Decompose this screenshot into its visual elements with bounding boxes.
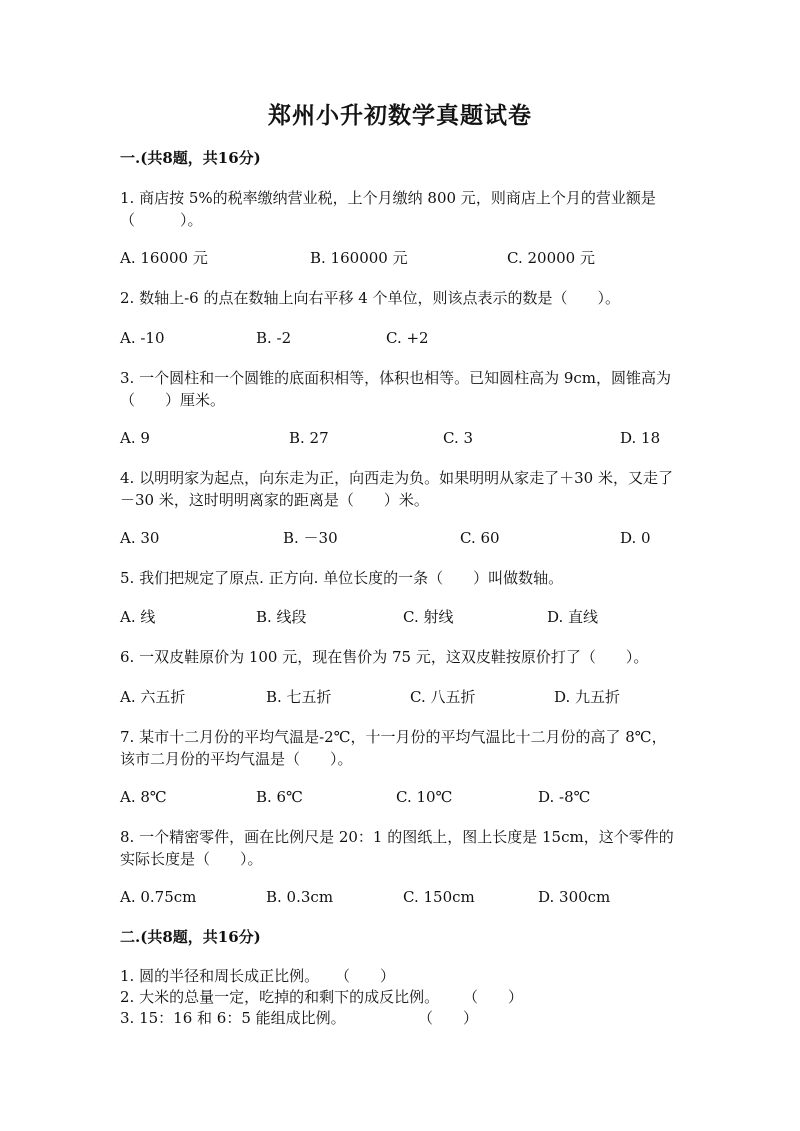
question-1-option-b: B. 160000 元	[310, 249, 408, 267]
judgement-item-2-answer-blank: （ ）	[463, 988, 524, 1006]
question-4-option-b: B. －30	[283, 529, 338, 547]
question-7-option-c: C. 10℃	[396, 788, 453, 806]
question-3-options	[120, 427, 680, 449]
question-3-text: 3. 一个圆柱和一个圆锥的底面积相等，体积也相等。已知圆柱高为 9cm，圆锥高为（ ）厘米。	[120, 369, 672, 409]
question-1-text: 1. 商店按 5%的税率缴纳营业税，上个月缴纳 800 元，则商店上个月的营业额是（ ）。	[120, 189, 656, 229]
question-3-option-a: A. 9	[120, 429, 150, 447]
judgement-item-3-text: 3. 15：16 和 6：5 能组成比例。	[120, 1009, 346, 1027]
judgement-item-3	[120, 1008, 680, 1029]
question-2-option-a: A. -10	[120, 329, 165, 347]
question-8-option-c: C. 150cm	[403, 888, 475, 906]
question-8-option-b: B. 0.3cm	[266, 888, 334, 906]
question-8-option-a: A. 0.75cm	[120, 888, 197, 906]
question-3-option-d: D. 18	[620, 429, 661, 447]
judgement-item-2-text: 2. 大米的总量一定，吃掉的和剩下的成反比例。	[120, 988, 440, 1006]
question-2-options	[120, 327, 680, 349]
judgement-item-1-text: 1. 圆的半径和周长成正比例。	[120, 967, 320, 985]
question-7-options	[120, 786, 680, 808]
question-2-text: 2. 数轴上-6 的点在数轴上向右平移 4 个单位，则该点表示的数是（ ）。	[120, 289, 621, 307]
question-2-option-c: C. +2	[386, 329, 429, 347]
question-1-options	[120, 247, 680, 269]
question-4-option-d: D. 0	[620, 529, 651, 547]
question-5-option-d: D. 直线	[547, 608, 599, 626]
question-2-option-b: B. -2	[256, 329, 292, 347]
question-5-options	[120, 606, 680, 628]
judgement-item-3-answer-blank: （ ）	[418, 1009, 479, 1027]
question-5-option-a: A. 线	[120, 608, 156, 626]
question-4-option-c: C. 60	[460, 529, 500, 547]
question-7-option-d: D. -8℃	[538, 788, 591, 806]
question-6-options	[120, 686, 680, 708]
question-6-option-a: A. 六五折	[120, 688, 186, 706]
section-1-heading: 一.(共8题，共16分)	[120, 149, 261, 167]
question-7-text: 7. 某市十二月份的平均气温是-2℃，十一月份的平均气温比十二月份的高了 8℃，该市二月份的平均气温是（ ）。	[120, 728, 667, 768]
question-3-option-b: B. 27	[289, 429, 329, 447]
question-6-option-b: B. 七五折	[266, 688, 332, 706]
question-8-options	[120, 886, 680, 908]
judgement-item-1	[120, 966, 680, 987]
question-1-option-a: A. 16000 元	[120, 249, 208, 267]
question-6-option-c: C. 八五折	[410, 688, 476, 706]
question-1-option-c: C. 20000 元	[507, 249, 595, 267]
question-6-text: 6. 一双皮鞋原价为 100 元，现在售价为 75 元，这双皮鞋按原价打了（ ）。	[120, 648, 649, 666]
judgement-item-2	[120, 987, 680, 1008]
question-7-option-a: A. 8℃	[120, 788, 167, 806]
section-2-heading: 二.(共8题，共16分)	[120, 928, 261, 946]
question-4-option-a: A. 30	[120, 529, 160, 547]
question-8-text: 8. 一个精密零件，画在比例尺是 20：1 的图纸上，图上长度是 15cm，这个零件的实际长度是（ ）。	[120, 828, 674, 868]
question-5-text: 5. 我们把规定了原点. 正方向. 单位长度的一条（ ）叫做数轴。	[120, 569, 564, 587]
page-title: 郑州小升初数学真题试卷	[268, 102, 532, 129]
question-7-option-b: B. 6℃	[256, 788, 303, 806]
question-5-option-c: C. 射线	[403, 608, 454, 626]
question-3-option-c: C. 3	[443, 429, 474, 447]
question-4-text: 4. 以明明家为起点，向东走为正，向西走为负。如果明明从家走了＋30 米，又走了－30 米，这时明明离家的距离是（ ）米。	[120, 469, 673, 509]
question-5-option-b: B. 线段	[256, 608, 307, 626]
question-8-option-d: D. 300cm	[538, 888, 611, 906]
judgement-item-1-answer-blank: （ ）	[335, 967, 396, 985]
question-4-options	[120, 527, 680, 549]
question-6-option-d: D. 九五折	[554, 688, 621, 706]
